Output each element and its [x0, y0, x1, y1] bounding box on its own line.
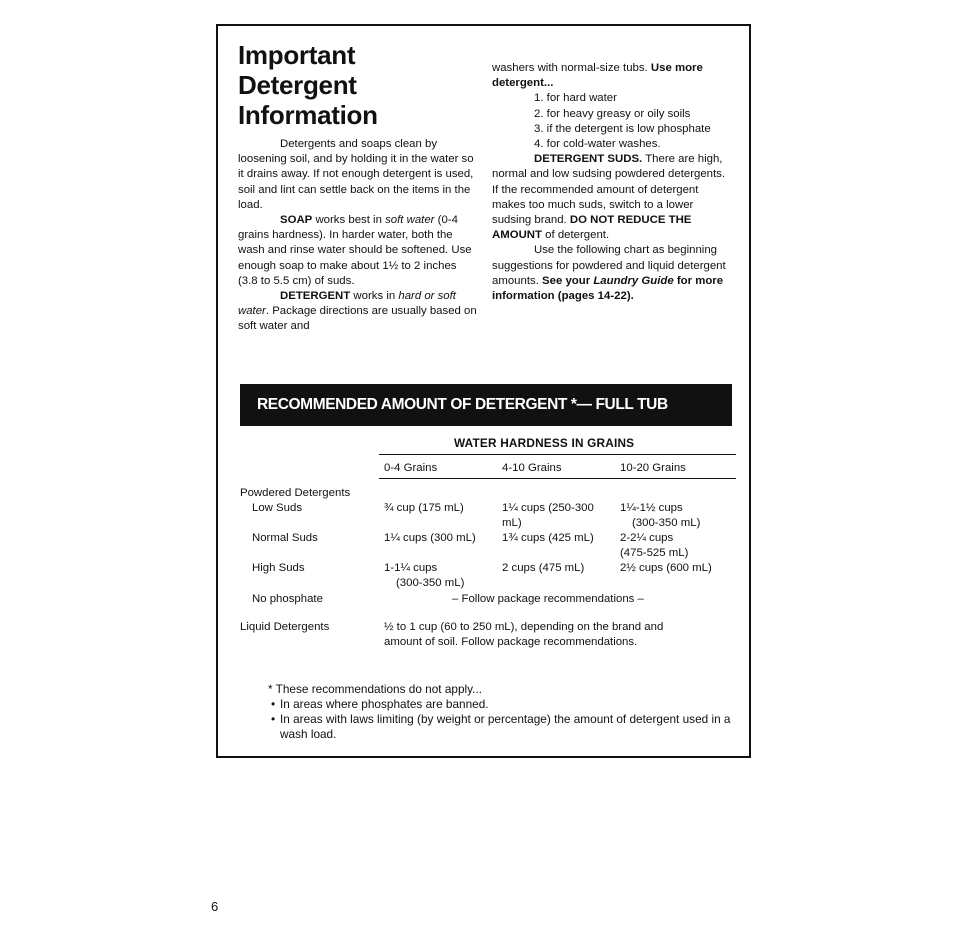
- normal-suds-4-10: 1¾ cups (425 mL): [502, 532, 594, 544]
- page-number: 6: [211, 899, 219, 914]
- normal-suds-10-20: 2-2¼ cups: [620, 532, 674, 544]
- row-label-no-phosphate: No phosphate: [252, 593, 323, 605]
- continued-text: washers with normal-size tubs.: [492, 62, 651, 74]
- powdered-detergents-label: Powdered Detergents: [240, 487, 351, 499]
- liquid-detergents-label: Liquid Detergents: [240, 621, 330, 633]
- bullet-icon: •: [271, 712, 276, 726]
- suds-label: DETERGENT SUDS.: [534, 153, 643, 166]
- detergent-paragraph: [238, 289, 478, 335]
- row-label-normal-suds: Normal Suds: [252, 532, 318, 544]
- high-suds-0-4: 1-1¼ cups: [384, 562, 438, 574]
- soap-text-pre: works best in: [312, 214, 386, 227]
- detergent-label: DETERGENT: [280, 290, 351, 303]
- row-label-low-suds: Low Suds: [252, 502, 303, 514]
- use-more-paragraph: [492, 61, 732, 91]
- liquid-detergents-value: ½ to 1 cup (60 to 250 mL), depending on the brand and: [384, 621, 664, 633]
- footnote-bullet-text: In areas with laws limiting (by weight or percentage) the amount of detergent used in a wash load.: [280, 712, 731, 741]
- low-suds-10-20: 1¼-1½ cups: [620, 502, 683, 514]
- column-header-0-4: 0-4 Grains: [384, 462, 438, 474]
- low-suds-4-10: 1¼ cups (250-300: [502, 502, 594, 514]
- soap-text-post: (0-4 grains hardness). In harder water, both the wash and rinse water should be softened. Use enough soap to make about 1½ to 2 inches (3.8 to 5.5 cm) of suds.: [238, 214, 472, 287]
- soap-text-em: soft water: [385, 214, 435, 227]
- right-column: [492, 61, 732, 304]
- soap-paragraph: [238, 213, 478, 289]
- normal-suds-10-20-cont: (475-525 mL): [620, 547, 689, 559]
- list-item: 1. for hard water: [534, 92, 617, 105]
- no-phosphate-value: – Follow package recommendations –: [452, 593, 644, 605]
- detergent-text-em: hard or soft water: [238, 290, 456, 318]
- suds-end: of detergent.: [541, 229, 610, 242]
- column-rule: [379, 478, 736, 479]
- list-item: 2. for heavy greasy or oily soils: [534, 107, 691, 120]
- detergent-text-post: . Package directions are usually based on soft water and: [238, 305, 477, 333]
- footnote-intro: * These recommendations do not apply...: [268, 682, 482, 696]
- high-suds-0-4-cont: (300-350 mL): [396, 577, 465, 589]
- chart-paragraph: [492, 243, 732, 304]
- column-header-4-10: 4-10 Grains: [502, 462, 562, 474]
- row-label-high-suds: High Suds: [252, 562, 305, 574]
- intro-paragraph: Detergents and soaps clean by loosening soil, and by holding it in the water so it drains away. If not enough detergent is used, soil and lint can settle back on the items in the load.: [238, 138, 474, 211]
- title-line-2: Detergent: [238, 70, 357, 100]
- detergent-text-pre: works in: [350, 290, 399, 303]
- suds-paragraph: [492, 152, 732, 243]
- see-guide-pre: See your: [542, 274, 594, 287]
- low-suds-4-10-cont: mL): [502, 517, 522, 529]
- low-suds-0-4: ¾ cup (175 mL): [384, 502, 464, 514]
- low-suds-10-20-cont: (300-350 mL): [632, 517, 701, 529]
- high-suds-4-10: 2 cups (475 mL): [502, 562, 585, 574]
- column-header-10-20: 10-20 Grains: [620, 462, 686, 474]
- footnote-bullet: [268, 697, 738, 712]
- suds-warning: DO NOT REDUCE THE AMOUNT: [492, 214, 692, 242]
- bullet-icon: •: [271, 697, 276, 711]
- suds-text: There are high, normal and low sudsing powdered detergents. If the recommended amount of detergent makes too much suds, switch to a lower sudsing brand.: [492, 153, 726, 227]
- title-line-3: Information: [238, 100, 378, 130]
- use-more-detergent: Use more detergent...: [492, 62, 703, 90]
- title-line-1: Important: [238, 40, 356, 70]
- list-item: 3. if the detergent is low phosphate: [534, 122, 711, 135]
- see-guide-post: for more information (pages 14-22).: [492, 274, 724, 303]
- list-item: 4. for cold-water washes.: [534, 138, 661, 151]
- recommended-amount-banner: RECOMMENDED AMOUNT OF DETERGENT *— FULL TUB: [240, 384, 732, 426]
- water-hardness-header: WATER HARDNESS IN GRAINS: [454, 436, 635, 450]
- footnote-bullet-text: In areas where phosphates are banned.: [280, 697, 489, 711]
- liquid-detergents-value-cont: amount of soil. Follow package recommendations.: [384, 636, 638, 648]
- high-suds-10-20: 2½ cups (600 mL): [620, 562, 712, 574]
- footnote-bullet: [268, 712, 738, 742]
- laundry-guide-title: Laundry Guide: [593, 274, 674, 287]
- soap-label: SOAP: [280, 214, 313, 227]
- chart-text: Use the following chart as beginning suggestions for powdered and liquid detergent amounts.: [492, 244, 726, 287]
- footnotes: [268, 682, 738, 742]
- page-title: [238, 40, 378, 130]
- header-rule: [379, 454, 736, 455]
- left-column: [238, 137, 478, 335]
- normal-suds-0-4: 1¼ cups (300 mL): [384, 532, 476, 544]
